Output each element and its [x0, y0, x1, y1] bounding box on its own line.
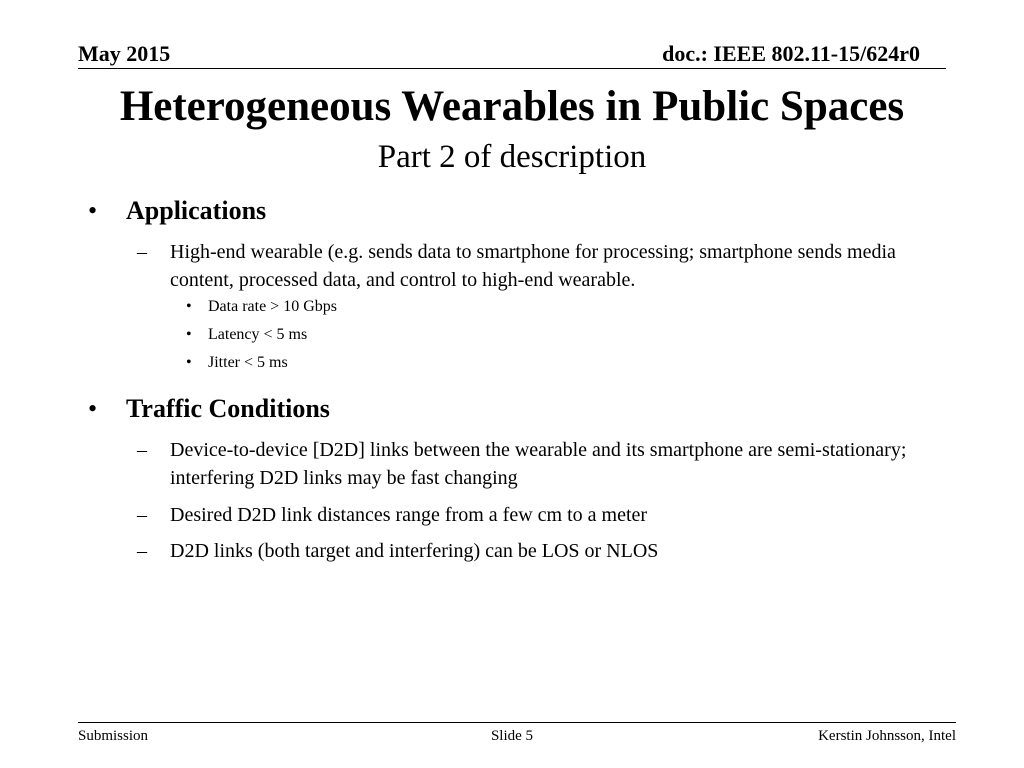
sub-list-item-text: Jitter < 5 ms — [208, 354, 288, 371]
dash-marker: – — [137, 241, 147, 263]
footer-author: Kerstin Johnsson, Intel — [818, 728, 956, 744]
dash-marker: – — [137, 540, 147, 562]
bullet-marker: • — [88, 394, 98, 423]
header-doc-id: doc.: IEEE 802.11-15/624r0 — [662, 41, 920, 66]
list-item-text: D2D links (both target and interfering) can be LOS or NLOS — [170, 540, 659, 562]
slide-subtitle: Part 2 of description — [377, 139, 647, 175]
list-item-text: Desired D2D link distances range from a few cm to a meter — [170, 504, 648, 526]
section-heading: Applications — [126, 196, 267, 225]
slide-title: Heterogeneous Wearables in Public Spaces — [119, 83, 905, 130]
list-item-text: High-end wearable (e.g. sends data to smartphone for processing; smartphone sends media content, processed data, and control to high-end wearable. — [170, 241, 896, 291]
header-date: May 2015 — [78, 41, 171, 66]
list-item-text: Device-to-device [D2D] links between the wearable and its smartphone are semi-stationary; interfering D2D links may be fast changing — [170, 439, 907, 489]
dash-marker: – — [137, 504, 147, 526]
bullet-marker: • — [186, 326, 192, 343]
bullet-marker: • — [88, 196, 98, 225]
bullet-marker: • — [186, 354, 192, 371]
sub-list-item-text: Data rate > 10 Gbps — [208, 298, 337, 315]
footer-slide-number: Slide 5 — [490, 728, 534, 744]
footer-submission: Submission — [78, 728, 149, 744]
dash-marker: – — [137, 439, 147, 461]
sub-list-item-text: Latency < 5 ms — [208, 326, 308, 343]
footer-divider — [78, 722, 956, 723]
section-heading: Traffic Conditions — [126, 394, 330, 423]
bullet-marker: • — [186, 298, 192, 315]
